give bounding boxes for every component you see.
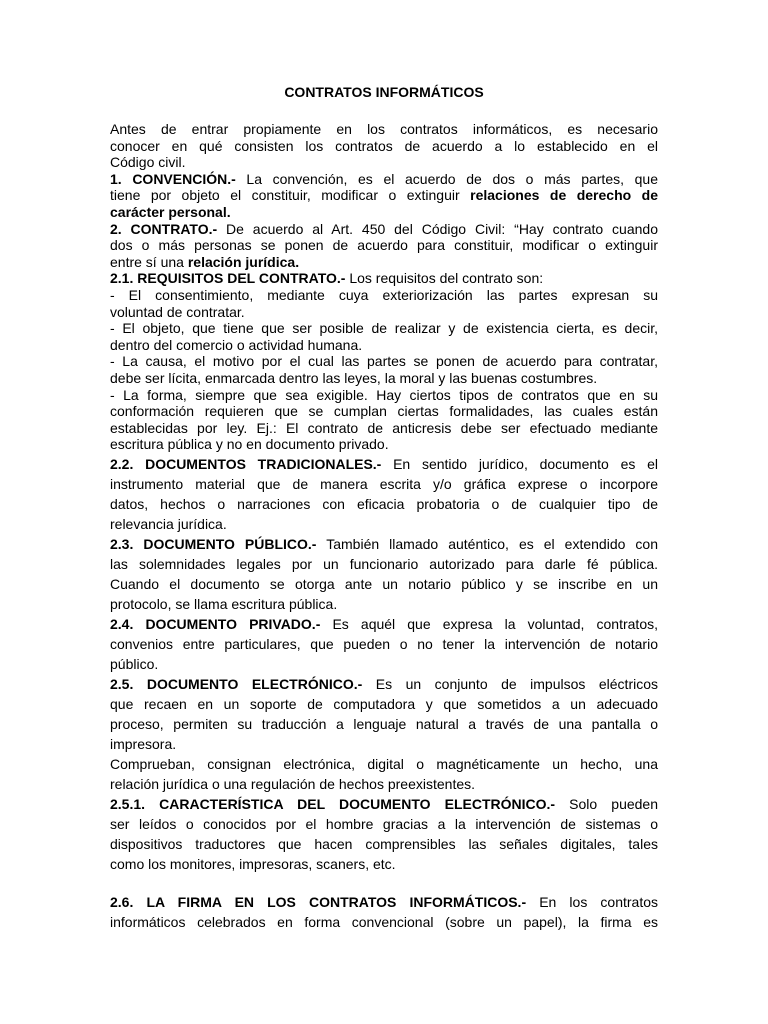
section-intro-and-contracts <box>110 121 658 453</box>
requisitos-line: escritura pública y no en documento privado. <box>110 436 389 453</box>
paragraph-line: convenios entre particulares, que pueden o no tener la intervención de notario <box>110 636 658 652</box>
section-convencion-line: carácter personal. <box>110 203 231 220</box>
section-firma <box>110 892 658 932</box>
section-convencion-line: 1. CONVENCIÓN.- La convención, es el acuerdo de dos o más partes, que <box>110 170 659 187</box>
paragraph-line: impresora. <box>110 736 177 752</box>
section-firma-line: 2.6. LA FIRMA EN LOS CONTRATOS INFORMÁTICOS.- En los contratos <box>110 894 658 910</box>
paragraph-line: como los monitores, impresoras, scaners, etc. <box>110 856 396 872</box>
section-heading: 2.5.1. CARACTERÍSTICA DEL DOCUMENTO ELECTRÓNICO.- <box>110 796 556 812</box>
paragraph-line: proceso, permiten su traducción a lenguaje natural a través de una pantalla o <box>110 716 658 732</box>
requisitos-line: - La causa, el motivo por el cual las partes se ponen de acuerdo para contratar, <box>110 353 658 370</box>
paragraph-line: datos, hechos o narraciones con eficacia probatoria o de cualquier tipo de <box>110 496 658 512</box>
paragraph-line: informáticos celebrados en forma convencional (sobre un papel), la firma es <box>110 914 658 930</box>
section-heading: 2.2. DOCUMENTOS TRADICIONALES.- <box>110 456 382 472</box>
paragraph-line: Cuando el documento se otorga ante un notario público y se inscribe en un <box>110 576 658 592</box>
paragraph-line: Código civil. <box>110 154 186 171</box>
section-contrato-line: entre sí una relación jurídica. <box>110 253 300 270</box>
paragraph-line: instrumento material que de manera escrita y/o gráfica exprese o incorpore <box>110 476 658 492</box>
section-heading: 2.6. LA FIRMA EN LOS CONTRATOS INFORMÁTICOS.- <box>110 894 527 910</box>
requisitos-line: voluntad de contratar. <box>110 303 245 320</box>
section-documentos <box>110 454 658 874</box>
document-title: CONTRATOS INFORMÁTICOS <box>284 84 484 100</box>
requisitos-line: debe ser lícita, enmarcada dentro las leyes, la moral y las buenas costumbres. <box>110 369 598 386</box>
requisitos-line: conformación requieren que se cumplan ciertas formalidades, las cuales están <box>110 403 658 420</box>
requisitos-line: - El consentimiento, mediante cuya exteriorización las partes expresan su <box>110 286 658 303</box>
section-contrato-line: 2. CONTRATO.- De acuerdo al Art. 450 del Código Civil: “Hay contrato cuando <box>110 220 658 237</box>
section-privado-line: 2.4. DOCUMENTO PRIVADO.- Es aquél que expresa la voluntad, contratos, <box>110 616 658 632</box>
section-heading: 2.4. DOCUMENTO PRIVADO.- <box>110 616 321 632</box>
paragraph-line: dispositivos traductores que hacen comprensibles las señales digitales, tales <box>110 836 658 852</box>
section-electronico-line: 2.5. DOCUMENTO ELECTRÓNICO.- Es un conjunto de impulsos eléctricos <box>110 676 659 692</box>
section-convencion-line: tiene por objeto el constituir, modificar o extinguir relaciones de derecho de <box>110 187 658 204</box>
paragraph-line: ser leídos o conocidos por el hombre gracias a la intervención de sistemas o <box>110 816 658 832</box>
paragraph-line: las solemnidades legales por un funcionario autorizado para darle fé pública. <box>110 556 658 572</box>
paragraph-line: conocer en qué consisten los contratos de acuerdo a lo establecido en el <box>110 137 658 154</box>
requisitos-line: establecidas por ley. Ej.: El contrato de anticresis debe ser efectuado mediante <box>110 419 658 436</box>
section-heading: 2.3. DOCUMENTO PÚBLICO.- <box>110 536 317 552</box>
paragraph-line: protocolo, se llama escritura pública. <box>110 596 338 612</box>
section-heading: 2. CONTRATO.- <box>110 220 218 237</box>
section-contrato-line: dos o más personas se ponen de acuerdo para constituir, modificar o extinguir <box>110 237 658 254</box>
section-heading: 2.1. REQUISITOS DEL CONTRATO.- <box>110 270 346 287</box>
requisitos-line: dentro del comercio o actividad humana. <box>110 336 363 353</box>
paragraph-line: público. <box>110 656 159 672</box>
section-heading: 2.5. DOCUMENTO ELECTRÓNICO.- <box>110 676 363 692</box>
paragraph-line: relación jurídica o una regulación de hechos preexistentes. <box>110 776 476 792</box>
section-heading: 1. CONVENCIÓN.- <box>110 170 236 187</box>
section-caracteristica-line: 2.5.1. CARACTERÍSTICA DEL DOCUMENTO ELECTRÓNICO.- Solo pueden <box>110 796 658 812</box>
paragraph-line: Comprueban, consignan electrónica, digital o magnéticamente un hecho, una <box>110 756 658 772</box>
paragraph-line: Antes de entrar propiamente en los contratos informáticos, es necesario <box>110 121 658 137</box>
section-tradicionales-line: 2.2. DOCUMENTOS TRADICIONALES.- En sentido jurídico, documento es el <box>110 456 658 472</box>
section-requisitos-line: 2.1. REQUISITOS DEL CONTRATO.- Los requisitos del contrato son: <box>110 270 544 287</box>
requisitos-line: - La forma, siempre que sea exigible. Hay ciertos tipos de contratos que en su <box>110 386 658 403</box>
requisitos-line: - El objeto, que tiene que ser posible de realizar y de existencia cierta, es decir, <box>110 320 658 337</box>
section-publico-line: 2.3. DOCUMENTO PÚBLICO.- También llamado auténtico, es el extendido con <box>110 536 658 552</box>
paragraph-line: que recaen en un soporte de computadora y que sometidos a un adecuado <box>110 696 658 712</box>
paragraph-line: relevancia jurídica. <box>110 516 227 532</box>
